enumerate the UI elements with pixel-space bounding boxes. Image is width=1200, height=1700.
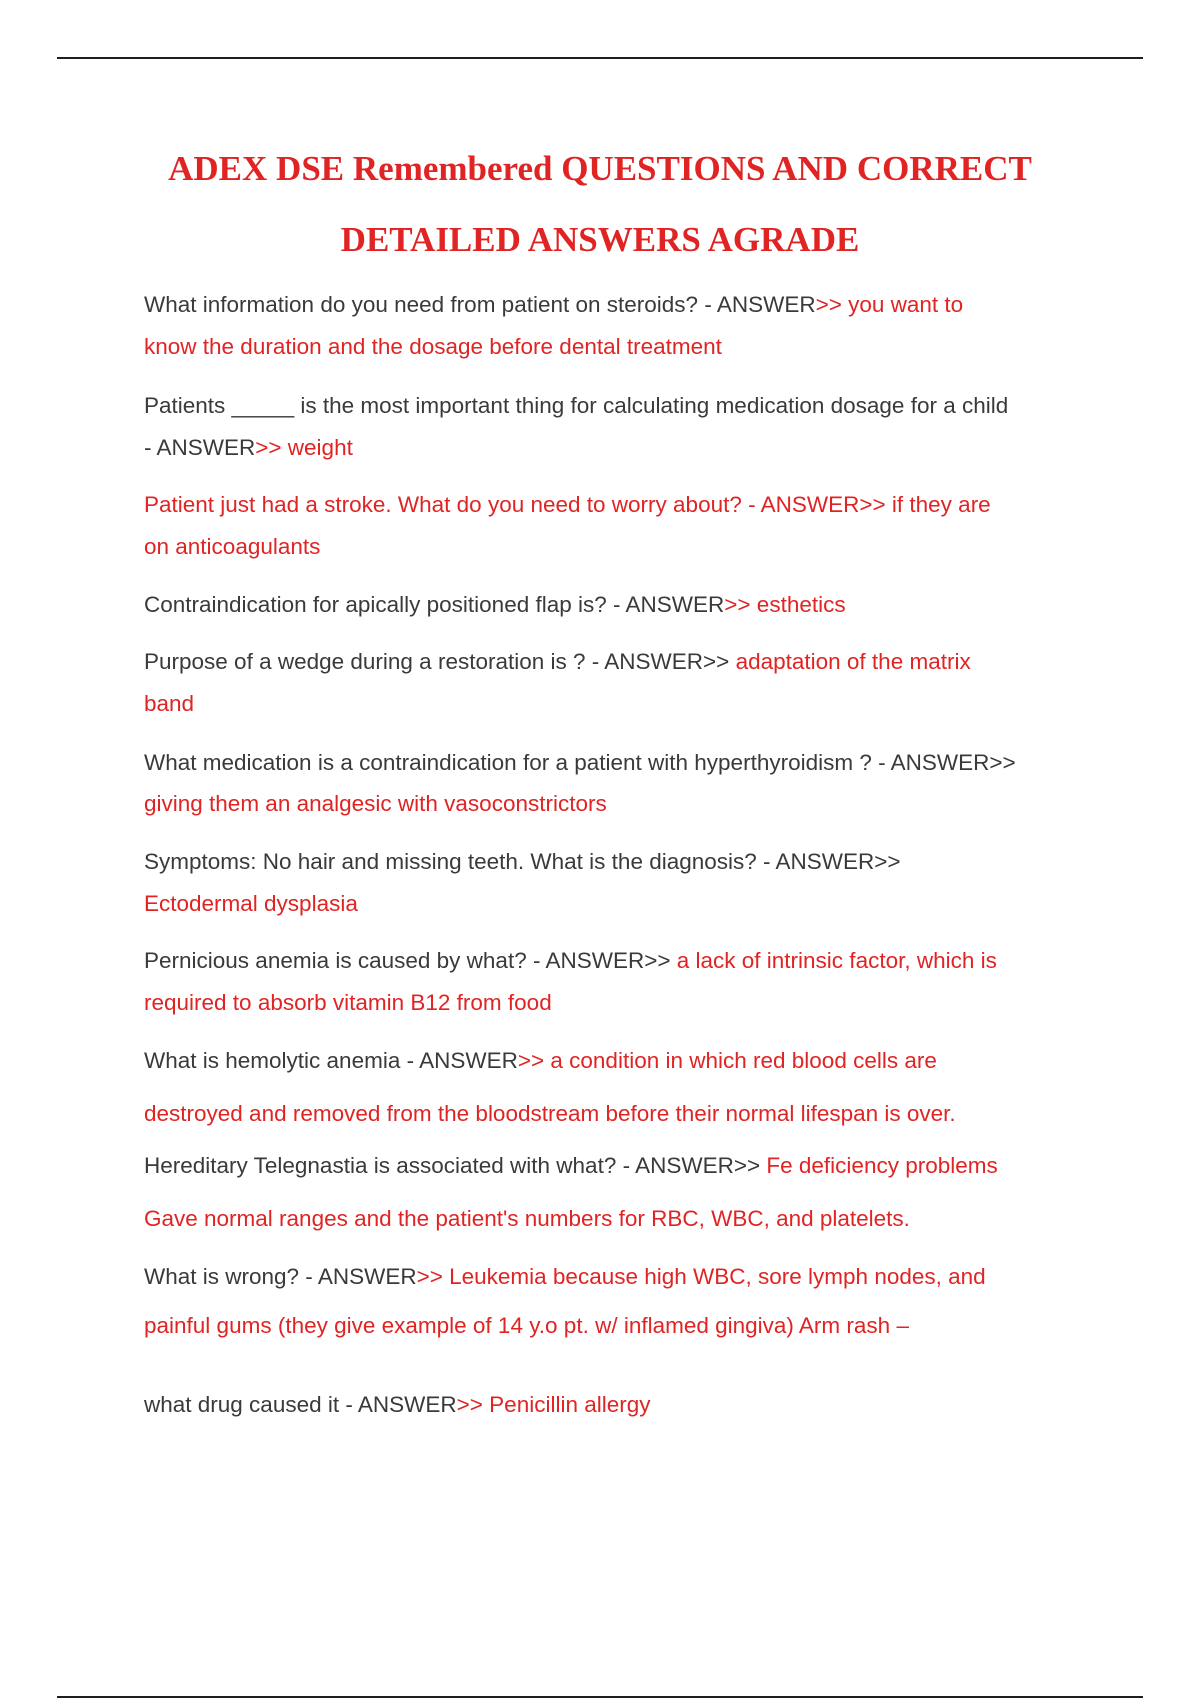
qa-line	[144, 1262, 1104, 1292]
qa-line	[144, 889, 1104, 919]
answer-text: Ectodermal dysplasia	[144, 891, 358, 916]
question-text: What is hemolytic anemia - ANSWER	[144, 1048, 518, 1073]
answer-text: know the duration and the dosage before dental treatment	[144, 334, 722, 359]
qa-line	[144, 988, 1104, 1018]
question-text: Symptoms: No hair and missing teeth. What is the diagnosis? - ANSWER>>	[144, 849, 901, 874]
answer-text: destroyed and removed from the bloodstream before their normal lifespan is over.	[144, 1101, 956, 1126]
qa-line	[144, 590, 1104, 620]
answer-text: >> weight	[255, 435, 353, 460]
qa-line	[144, 1204, 1104, 1234]
qa-line	[144, 332, 1104, 362]
qa-line	[144, 1099, 1104, 1129]
answer-text: band	[144, 691, 195, 716]
qa-line	[144, 789, 1104, 819]
question-text: what drug caused it - ANSWER	[144, 1392, 457, 1417]
answer-text: >> Penicillin allergy	[456, 1392, 651, 1417]
qa-line	[144, 532, 1104, 562]
answer-text: a lack of intrinsic factor, which is	[676, 948, 997, 973]
answer-text: Patient just had a stroke. What do you need to worry about? - ANSWER>> if they are	[144, 492, 991, 517]
question-text: Contraindication for apically positioned flap is? - ANSWER	[144, 592, 725, 617]
question-text: Patients _____ is the most important thing for calculating medication dosage for a child	[144, 393, 1009, 418]
qa-line	[144, 1311, 1104, 1341]
question-text: What medication is a contraindication for a patient with hyperthyroidism ? - ANSWER>>	[144, 750, 1016, 775]
qa-line	[144, 847, 1104, 877]
answer-text: >> a condition in which red blood cells are	[517, 1048, 937, 1073]
answer-text: >> you want to	[815, 292, 964, 317]
question-text: Pernicious anemia is caused by what? - ANSWER>>	[144, 948, 677, 973]
answer-text: required to absorb vitamin B12 from food	[144, 990, 552, 1015]
answer-text: giving them an analgesic with vasoconstrictors	[144, 791, 607, 816]
bottom-rule	[57, 1696, 1143, 1698]
question-text: - ANSWER	[144, 435, 256, 460]
top-rule	[57, 57, 1143, 59]
qa-line	[144, 946, 1104, 976]
qa-line	[144, 1390, 1104, 1420]
document-title-line-1: ADEX DSE Remembered QUESTIONS AND CORRECT	[168, 149, 1032, 188]
qa-line	[144, 391, 1104, 421]
qa-line	[144, 490, 1104, 520]
qa-line	[144, 1046, 1104, 1076]
answer-text: Fe deficiency problems	[766, 1153, 998, 1178]
qa-line	[144, 290, 1104, 320]
answer-text: >> Leukemia because high WBC, sore lymph nodes, and	[416, 1264, 986, 1289]
qa-line	[144, 647, 1104, 677]
qa-line	[144, 689, 1104, 719]
answer-text: adaptation of the matrix	[735, 649, 971, 674]
answer-text: >> esthetics	[724, 592, 846, 617]
qa-line	[144, 748, 1104, 778]
question-text: What is wrong? - ANSWER	[144, 1264, 417, 1289]
qa-line	[144, 433, 1104, 463]
question-text: Purpose of a wedge during a restoration is ? - ANSWER>>	[144, 649, 736, 674]
document-title-line-2: DETAILED ANSWERS AGRADE	[340, 220, 860, 259]
answer-text: on anticoagulants	[144, 534, 321, 559]
answer-text: Gave normal ranges and the patient's numbers for RBC, WBC, and platelets.	[144, 1206, 910, 1231]
question-text: Hereditary Telegnastia is associated with what? - ANSWER>>	[144, 1153, 767, 1178]
question-text: What information do you need from patient on steroids? - ANSWER	[144, 292, 816, 317]
qa-line	[144, 1151, 1104, 1181]
answer-text: painful gums (they give example of 14 y.o pt. w/ inflamed gingiva) Arm rash –	[144, 1313, 909, 1338]
